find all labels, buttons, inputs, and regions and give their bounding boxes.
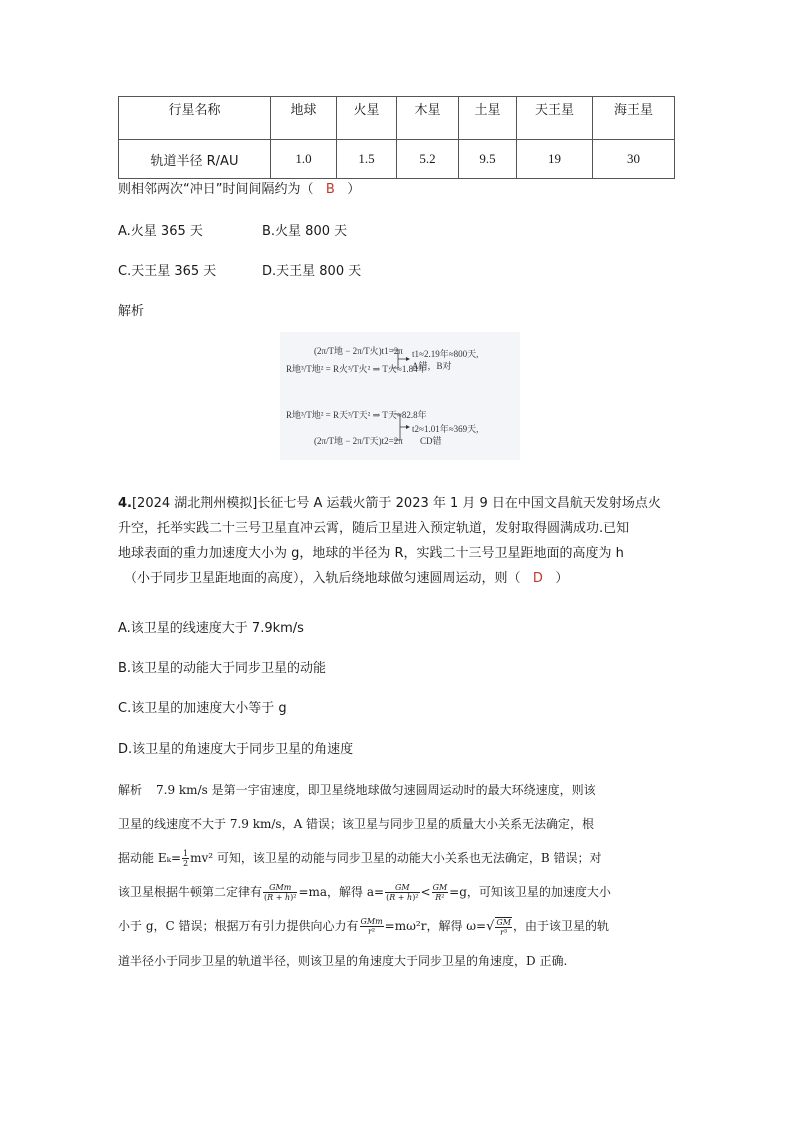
q4-source: [2024 湖北荆州模拟]: [131, 496, 258, 511]
planet-table: [118, 96, 675, 179]
table-header-cell: 地球: [271, 97, 337, 140]
q3-option-d: D.天王星 800 天: [262, 264, 362, 279]
q3-derivation-figure: [280, 332, 520, 460]
table-header-cell: 天王星: [517, 97, 593, 140]
q4-option-b: B.该卫星的动能大于同步卫星的动能: [118, 661, 327, 676]
q4-answer: D: [532, 571, 543, 586]
q4-number: 4.: [118, 496, 132, 511]
deriv-bot-eq2: (2π/T地 − 2π/T天)t2=2π: [314, 436, 403, 446]
table-cell: 1.0: [271, 140, 337, 179]
q3-option-a: A.火星 365 天: [118, 224, 203, 239]
table-header-cell: 火星: [337, 97, 397, 140]
q4-solution: 解析 7.9 km/s 是第一宇宙速度，即卫星绕地球做匀速圆周运动时的最大环绕速度，则该 卫星的线速度不大于 7.9 km/s，A 错误；该卫星与同步卫星的质量大小关系无法确定，根 据动能 Eₖ= $\frac{1}{2}$ mv² 可知，该卫星的动能与同步卫星的动能大小关系也无法确定，B 错误；对 该卫星根据牛顿第二定律有 $\frac{\text{GMm}}{\text{(R + h)²}}$ =ma，解得 a= $\frac{GM}{\text{(R + h)²}}$ < $\frac{GM}{\text{R²}}$ =g，可知该卫星的加速度大小 小于 g，C 错误；根据万有引力提供向心力有 $\frac{\text{GMm}}{\text{r²}}$ =mω²r，解得 ω=√ $\frac{GM}{\text{r³}}$ ，由于该卫星的轨 道半径小于同步卫星的轨道半径，则该卫星的角速度大于同步卫星的角速度，D 正确.: [118, 783, 611, 968]
q3-analysis-label: 解析: [118, 304, 145, 319]
fraction-gmm-over-r2: $\frac{\text{GMm}}{\text{r²}}$: [360, 917, 383, 936]
deriv-top-result: t1≈2.19年≈800天,: [412, 349, 479, 359]
q3-option-b: B.火星 800 天: [262, 224, 348, 239]
table-header-row: [119, 97, 675, 140]
table-cell: 5.2: [397, 140, 459, 179]
table-cell: 9.5: [459, 140, 517, 179]
q3-stem: 则相邻两次“冲日”时间间隔约为（ B ）: [118, 182, 361, 197]
table-header-cell: 行星名称: [119, 97, 271, 140]
q3-answer: B: [325, 182, 335, 197]
table-header-cell: 木星: [397, 97, 459, 140]
table-cell: 19: [517, 140, 593, 179]
q4-stem: 4.[2024 湖北荆州模拟]长征七号 A 运载火箭于 2023 年 1 月 9 日在中国文昌航天发射场点火 升空，托举实践二十三号卫星直冲云霄，随后卫星进入预定轨道，发射取得圆满成功.已知 地球表面的重力加速度大小为 g，地球的半径为 R，实践二十三号卫星距地面的高度为 h （小于同步卫星距地面的高度），入轨后绕地球做匀速圆周运动，则（ D ）: [118, 496, 661, 586]
q4-option-c: C.该卫星的加速度大小等于 g: [118, 701, 287, 716]
fraction-gmm-over-rh2: $\frac{\text{GMm}}{\text{(R + h)²}}$: [264, 883, 297, 902]
q4-option-d: D.该卫星的角速度大于同步卫星的角速度: [118, 742, 354, 757]
deriv-top-result2: A错，B对: [412, 361, 452, 371]
table-row: [119, 140, 675, 179]
fraction-gm-over-r3: $\frac{GM}{\text{r³}}$: [496, 917, 511, 937]
fraction-gm-over-r2: $\frac{GM}{\text{R²}}$: [432, 883, 448, 902]
deriv-bot-result2: CD错: [420, 436, 442, 446]
deriv-bot-eq1: R地³/T地² = R天³/T天² ⇒ T天≈82.8年: [286, 410, 427, 420]
deriv-top-eq1: (2π/T地 − 2π/T火)t1=2π: [314, 346, 403, 356]
q4-solution-label: 解析: [118, 783, 143, 797]
deriv-top-eq2: R地³/T地² = R火³/T火² ⇒ T火≈1.84年: [286, 364, 427, 374]
table-cell: 1.5: [337, 140, 397, 179]
fraction-gm-over-rh2: $\frac{GM}{\text{(R + h)²}}$: [386, 883, 419, 902]
deriv-bot-result: t2≈1.01年≈369天,: [412, 424, 479, 434]
fraction-one-half: $\frac{1}{2}$: [183, 849, 189, 868]
table-cell: 30: [593, 140, 675, 179]
table-header-cell: 海王星: [593, 97, 675, 140]
table-row-label: 轨道半径 R/AU: [119, 140, 271, 179]
q4-option-a: A.该卫星的线速度大于 7.9km/s: [118, 621, 304, 636]
table-header-cell: 土星: [459, 97, 517, 140]
q3-option-c: C.天王星 365 天: [118, 264, 217, 279]
sqrt-symbol: √: [486, 919, 495, 934]
